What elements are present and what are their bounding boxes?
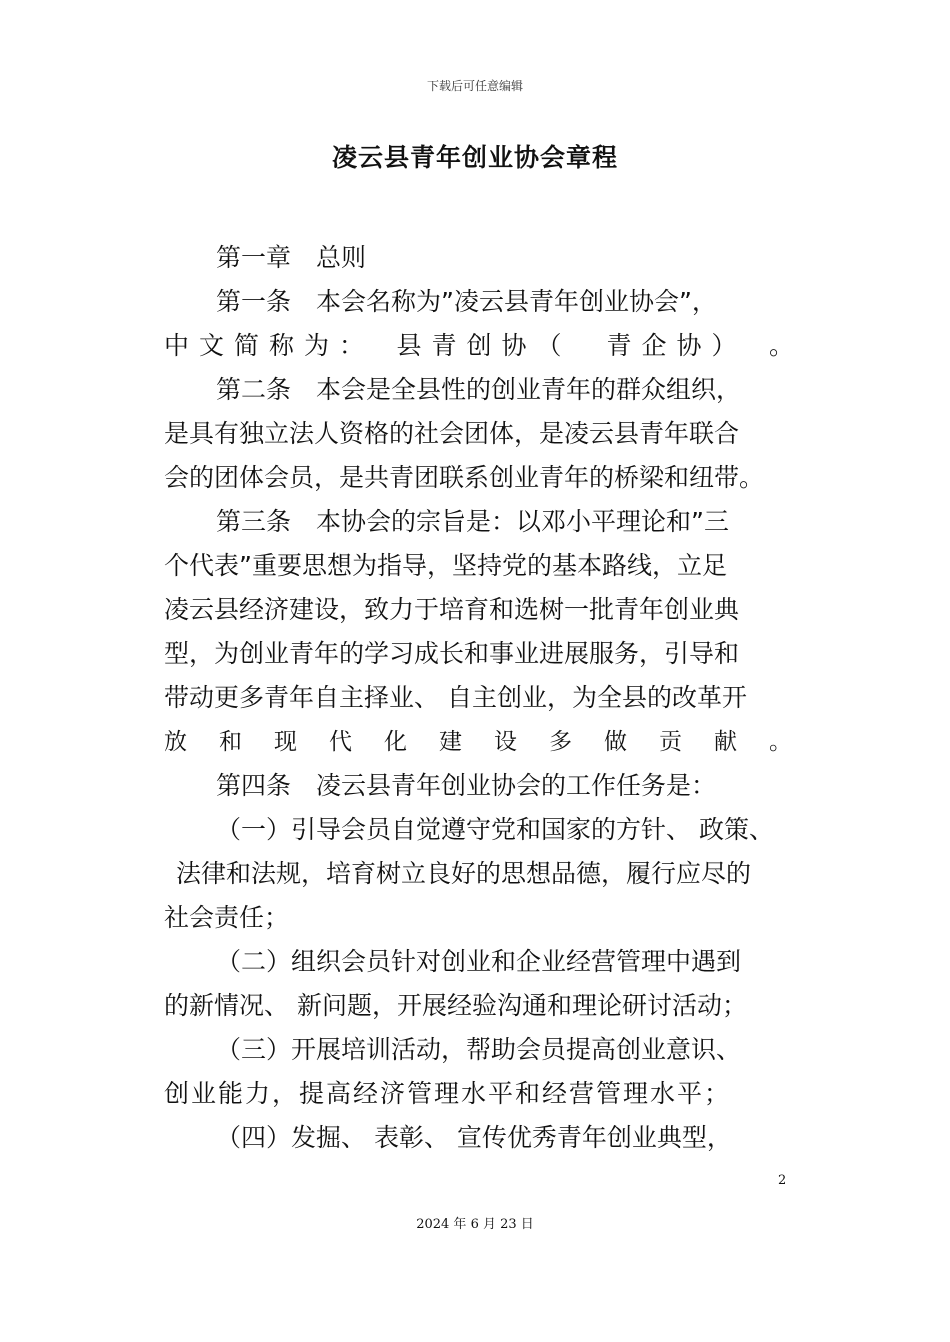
paragraph-line: 社会责任；	[164, 903, 290, 932]
paragraph-line: 创业能力，提高经济管理水平和经营管理水平；	[164, 1079, 732, 1108]
paragraph-line: 放和现代化建设多做贡献。	[164, 729, 824, 755]
paragraph-line: （四）发掘、 表彰、 宣传优秀青年创业典型，	[216, 1123, 732, 1152]
footer-date: 2024 年 6 月 23 日	[416, 1217, 534, 1232]
paragraph-line: （一）引导会员自觉遵守党和国家的方针、 政策、	[216, 815, 774, 844]
page-number: 2	[778, 1173, 787, 1188]
chapter-heading: 第一章 总则	[216, 243, 367, 272]
paragraph-line: 凌云县经济建设，致力于培育和选树一批青年创业典	[164, 595, 740, 624]
paragraph-line: 法律和法规，培育树立良好的思想品德，履行应尽的	[176, 859, 752, 888]
paragraph-line: 是具有独立法人资格的社会团体，是凌云县青年联合	[164, 419, 740, 448]
paragraph-line: 的新情况、 新问题，开展经验沟通和理论研讨活动；	[164, 991, 747, 1020]
paragraph-line: 型，为创业青年的学习成长和事业进展服务，引导和	[164, 639, 740, 668]
paragraph-line: 个代表”重要思想为指导，坚持党的基本路线，立足	[164, 551, 727, 580]
paragraph-line: 第三条 本协会的宗旨是：以邓小平理论和”三	[216, 507, 729, 536]
document-title: 凌云县青年创业协会章程	[331, 143, 618, 172]
paragraph-line: （二）组织会员针对创业和企业经营管理中遇到	[216, 947, 742, 976]
paragraph-line: 带动更多青年自主择业、 自主创业，为全县的改革开	[164, 683, 747, 712]
paragraph-line: （三）开展培训活动，帮助会员提高创业意识、	[216, 1035, 742, 1064]
paragraph-line: 第四条 凌云县青年创业协会的工作任务是：	[216, 771, 717, 800]
header-note: 下载后可任意编辑	[426, 79, 523, 93]
paragraph-line: 会的团体会员，是共青团联系创业青年的桥梁和纽带。	[164, 463, 765, 492]
paragraph-line: 第一条 本会名称为”凌云县青年创业协会”，	[216, 287, 717, 316]
paragraph-line: 第二条 本会是全县性的创业青年的群众组织，	[216, 375, 742, 404]
paragraph-line: 中文简称为： 县青创协（ 青企协） 。	[164, 331, 805, 360]
